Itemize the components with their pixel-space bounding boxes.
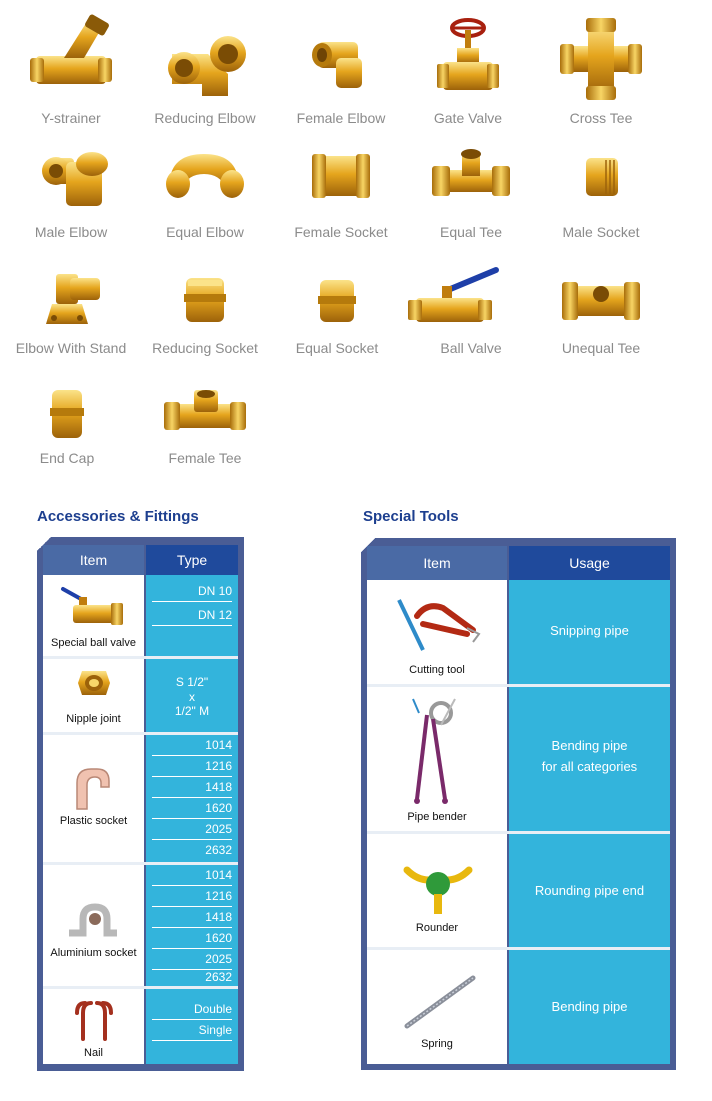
accessory-item-aluminium-socket — [43, 865, 144, 986]
accessory-types — [146, 989, 238, 1064]
reducing-socket-icon — [160, 264, 250, 334]
fitting-label: Reducing Socket — [152, 340, 258, 356]
accessories-header-type: Type — [146, 545, 238, 575]
fitting-label: Female Socket — [294, 224, 388, 240]
tool-usage — [509, 580, 670, 684]
fitting-item — [140, 382, 270, 466]
accessory-item-nail — [43, 989, 144, 1064]
fitting-item — [6, 14, 136, 126]
type-value: 1418 — [152, 907, 232, 928]
fitting-item — [272, 264, 402, 356]
tool-item-rounder — [367, 834, 507, 947]
female-tee-icon — [160, 382, 250, 444]
type-value: 1418 — [152, 777, 232, 798]
usage-line: Bending pipe — [551, 999, 628, 1014]
female-elbow-icon — [296, 14, 386, 104]
fitting-item — [140, 132, 270, 240]
reducing-elbow-icon — [160, 14, 250, 104]
fitting-item — [536, 264, 666, 356]
nail-icon — [69, 997, 119, 1041]
type-value: 1620 — [152, 928, 232, 949]
fitting-label: Ball Valve — [440, 340, 502, 356]
plastic-socket-icon — [69, 765, 119, 815]
usage-line: Snipping pipe — [550, 623, 629, 638]
fitting-item — [2, 382, 132, 466]
type-value: 2025 — [152, 949, 232, 970]
equal-elbow-icon — [160, 132, 250, 218]
fitting-label: Cross Tee — [569, 110, 633, 126]
tools-header-usage: Usage — [509, 546, 670, 580]
type-value: 1216 — [152, 886, 232, 907]
tools-header-item: Item — [367, 546, 507, 580]
type-value: Double — [152, 999, 232, 1020]
tool-name: Spring — [421, 1038, 453, 1050]
fitting-label: End Cap — [39, 450, 95, 466]
fitting-label: Equal Socket — [295, 340, 379, 356]
type-line: 1/2" M — [174, 704, 210, 718]
usage-line: for all categories — [541, 759, 638, 774]
type-value: 2025 — [152, 819, 232, 840]
tool-usage — [509, 950, 670, 1064]
accessory-name: Nipple joint — [66, 713, 121, 725]
fitting-item — [406, 132, 536, 240]
fitting-item — [140, 264, 270, 356]
type-line: S 1/2" — [175, 675, 209, 689]
accessories-title: Accessories & Fittings — [37, 508, 199, 525]
type-value: 2632 — [152, 967, 232, 988]
fitting-item — [6, 132, 136, 240]
fitting-label: Equal Tee — [439, 224, 502, 240]
accessory-types — [146, 575, 238, 656]
type-value: 1620 — [152, 798, 232, 819]
accessory-types — [146, 865, 238, 986]
end-cap-icon — [22, 382, 112, 444]
accessory-types — [146, 659, 238, 732]
accessories-panel — [37, 537, 244, 1071]
accessory-item-plastic-socket — [43, 735, 144, 862]
accessory-item-nipple-joint — [43, 659, 144, 732]
ball-valve-icon — [59, 581, 129, 631]
usage-line: Rounding pipe end — [534, 883, 645, 898]
male-elbow-icon — [26, 132, 116, 218]
tool-name: Cutting tool — [409, 664, 465, 676]
pipe-bender-icon — [403, 695, 473, 807]
aluminium-socket-icon — [65, 899, 121, 939]
type-value: 1216 — [152, 756, 232, 777]
tools-title: Special Tools — [363, 508, 459, 525]
accessory-types — [146, 735, 238, 862]
fitting-item — [403, 14, 533, 126]
tools-panel — [361, 538, 676, 1070]
fitting-label: Male Socket — [562, 224, 640, 240]
accessories-header-item: Item — [43, 545, 144, 575]
cross-tee-icon — [556, 14, 646, 104]
fitting-item — [276, 14, 406, 126]
accessory-name: Plastic socket — [59, 815, 128, 827]
fitting-item — [406, 264, 536, 356]
fitting-label: Gate Valve — [433, 110, 503, 126]
elbow-with-stand-icon — [26, 264, 116, 334]
fitting-item — [140, 14, 270, 126]
unequal-tee-icon — [556, 264, 646, 334]
fitting-label: Y-strainer — [41, 110, 101, 126]
gate-valve-icon — [423, 14, 513, 104]
tool-item-spring — [367, 950, 507, 1064]
type-value: Single — [152, 1020, 232, 1041]
accessory-item-ball-valve — [43, 575, 144, 656]
tool-item-pipe-bender — [367, 687, 507, 831]
equal-tee-icon — [426, 132, 516, 218]
accessory-name: Nail — [84, 1047, 103, 1059]
spring-icon — [401, 972, 481, 1032]
tool-usage — [509, 834, 670, 947]
fitting-label: Unequal Tee — [561, 340, 641, 356]
nipple-joint-icon — [74, 665, 114, 701]
fitting-label: Male Elbow — [34, 224, 108, 240]
usage-line: Bending pipe — [551, 738, 628, 753]
cutting-tool-icon — [393, 594, 483, 660]
tool-name: Rounder — [415, 922, 459, 934]
rounder-icon — [403, 862, 473, 922]
fitting-label: Female Elbow — [296, 110, 386, 126]
tool-name: Pipe bender — [407, 811, 467, 823]
equal-socket-icon — [292, 264, 382, 334]
type-value: DN 10 — [152, 581, 232, 602]
fitting-label: Reducing Elbow — [154, 110, 256, 126]
fitting-label: Female Tee — [168, 450, 242, 466]
type-value: DN 12 — [152, 605, 232, 626]
fitting-label: Elbow With Stand — [15, 340, 127, 356]
ball-valve-icon — [396, 264, 506, 334]
tool-item-cutting-tool — [367, 580, 507, 684]
type-value: 1014 — [152, 865, 232, 886]
female-socket-icon — [296, 132, 386, 218]
accessory-name: Aluminium socket — [50, 947, 137, 959]
fitting-item — [536, 14, 666, 126]
tool-usage — [509, 687, 670, 831]
fitting-item — [276, 132, 406, 240]
fitting-label: Equal Elbow — [166, 224, 244, 240]
fitting-item — [536, 132, 666, 240]
type-value: 2632 — [205, 843, 232, 857]
accessory-name: Special ball valve — [51, 637, 136, 649]
male-socket-icon — [556, 132, 646, 218]
type-line: x — [189, 690, 195, 704]
type-value: 1014 — [152, 735, 232, 756]
fitting-item — [6, 264, 136, 356]
y-strainer-icon — [26, 14, 116, 104]
